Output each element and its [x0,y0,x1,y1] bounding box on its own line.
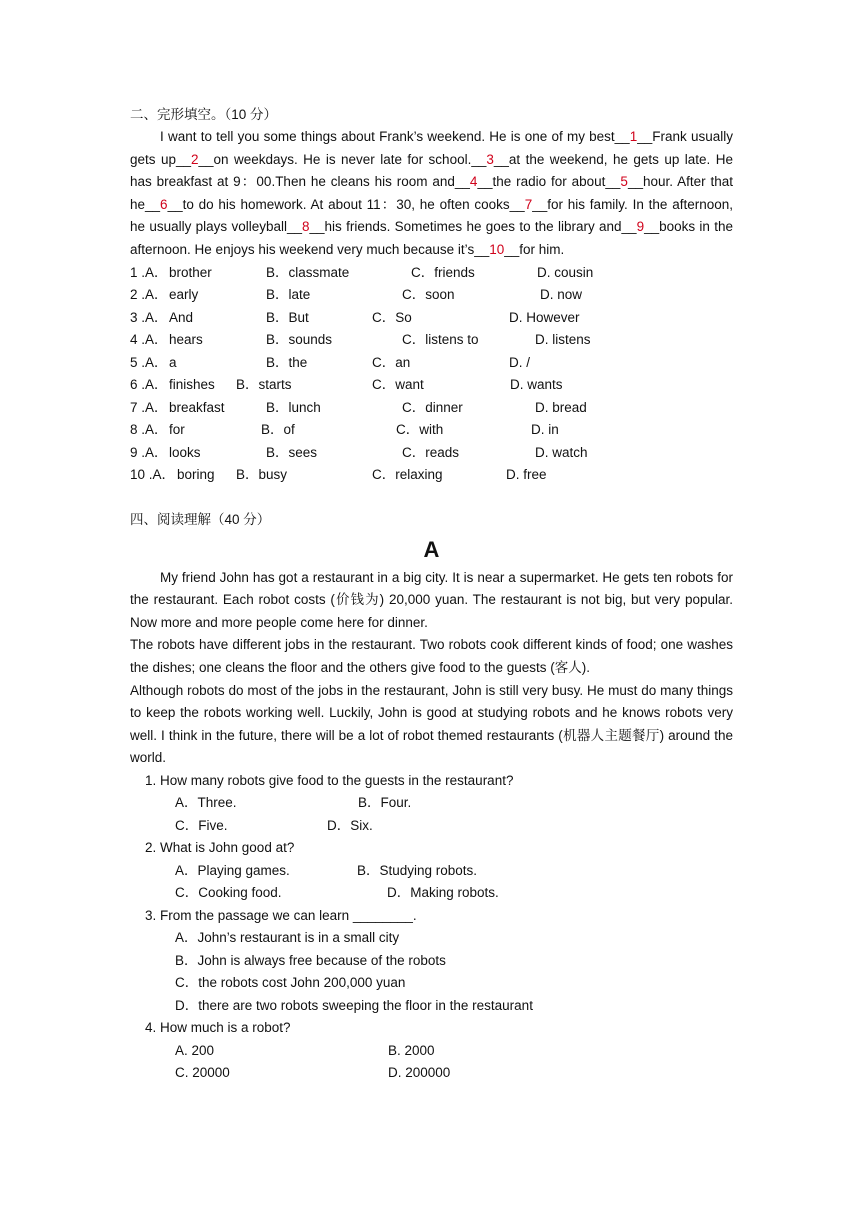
option-d[interactable]: D. wants [510,377,563,393]
answer-choice[interactable]: B．John is always free because of the robots [175,952,446,968]
answer-choice[interactable]: A．Three. [175,795,237,811]
option-c[interactable]: C．an [372,354,411,370]
option-c[interactable]: C．listens to [402,332,479,348]
option-d[interactable]: D. free [506,467,547,483]
option-number: 6 .A． [130,377,168,393]
option-number: 2 .A． [130,287,168,303]
option-number: 10 .A． [130,467,176,483]
passage-text: __to do his homework. At about 11：30, he often cooks__ [167,196,525,212]
option-d[interactable]: D. watch [535,444,588,460]
choice-row [145,995,733,1018]
option-a[interactable]: breakfast [169,399,225,415]
passage-text: __on weekdays. He is never late for school.__ [198,151,487,167]
answer-choice[interactable]: A. 200 [175,1042,215,1058]
blank-number: 9 [636,219,645,235]
choice-row [145,1062,733,1085]
passage-text: __for him. [504,241,565,257]
option-b[interactable]: B．classmate [266,264,350,280]
option-c[interactable]: C．soon [402,287,455,303]
passage-text: __books in the afternoon. He enjoys his weekend very much because it’s__ [130,219,734,257]
answer-choice[interactable]: C．Five. [175,817,228,833]
choice-row [145,860,733,883]
option-row [130,442,733,465]
answer-choice[interactable]: D．Six. [327,817,373,833]
answer-choice[interactable]: B．Four. [358,795,412,811]
blank-number: 4 [469,174,478,190]
option-number: 3 .A． [130,309,168,325]
answer-choice[interactable]: D．Making robots. [387,885,499,901]
choice-row [145,1040,733,1063]
option-b[interactable]: B．But [266,309,309,325]
blank-number: 6 [160,196,168,212]
passage-text: __Frank usually gets up__ [130,129,733,167]
blank-number: 8 [302,219,310,235]
option-d[interactable]: D. now [540,287,583,303]
answer-choice[interactable]: A．Playing games. [175,862,290,878]
passage-text: __hour. After that he__ [130,174,734,212]
option-number: 9 .A． [130,444,168,460]
option-number: 8 .A． [130,422,168,438]
blank-number: 2 [190,151,199,167]
question [145,905,733,928]
question [145,837,733,860]
option-row [130,352,733,375]
answer-choice[interactable]: D．there are two robots sweeping the floor in the restaurant [175,997,533,1013]
option-a[interactable]: hears [169,332,203,348]
blank-number: 7 [524,196,533,212]
option-row [130,262,733,285]
option-c[interactable]: C．reads [402,444,460,460]
option-b[interactable]: B．sees [266,444,318,460]
option-c[interactable]: C．dinner [402,399,463,415]
passage-text: __for his family. In the afternoon, he usually plays volleyball__ [130,196,733,235]
option-c[interactable]: C．friends [411,264,475,280]
worksheet-page [130,104,733,1085]
option-row [130,397,733,420]
answer-choice[interactable]: D. 200000 [388,1065,451,1081]
answer-choice[interactable]: B．Studying robots. [357,862,478,878]
option-b[interactable]: B．busy [236,467,288,483]
option-a[interactable]: early [169,287,199,303]
blank-number: 5 [620,174,628,190]
passage-text: __his friends. Sometimes he goes to the library and__ [309,219,637,235]
question-list [130,770,733,1085]
choice-row [145,972,733,995]
choice-row [145,792,733,815]
passage-paragraph-2: The robots have different jobs in the restaurant. Two robots cook different kinds of food; one washes the dishes; one cleans the floor and the others give food to the guests (客人). [130,637,733,675]
passage-title: A [423,536,440,562]
option-number: 5 .A． [130,354,168,370]
option-d[interactable]: D. cousin [537,264,594,280]
cloze-passage [130,126,733,262]
reading-heading: 四、阅读理解（40 分） [130,511,271,527]
option-a[interactable]: And [169,309,194,325]
option-number: 1 .A． [130,264,168,280]
option-row [130,329,733,352]
passage-paragraph-3: Although robots do most of the jobs in the restaurant, John is still very busy. He must do many things to keep the robots working well. Luckily, John is good at studying robots and he knows robots very well. I think in the future, there will be a lot of robot themed restaurants (机器人主题餐厅) around the world. [130,682,733,766]
blank-number: 1 [629,129,638,144]
option-c[interactable]: C．want [372,377,424,393]
answer-choice[interactable]: C．Cooking food. [175,885,282,901]
option-a[interactable]: for [169,422,185,438]
option-b[interactable]: B．late [266,287,311,303]
option-d[interactable]: D. However [509,309,580,325]
answer-choice[interactable]: B. 2000 [388,1042,435,1058]
question-stem: 1. How many robots give food to the guests in the restaurant? [145,772,514,788]
cloze-heading: 二、完形填空。（10 分） [130,107,278,122]
option-b[interactable]: B．starts [236,377,292,393]
option-c[interactable]: C．So [372,309,412,325]
option-a[interactable]: finishes [169,377,215,393]
option-a[interactable]: a [169,354,177,370]
option-d[interactable]: D. in [531,422,559,438]
option-b[interactable]: B．the [266,354,308,370]
option-number: 4 .A． [130,332,168,348]
option-row [130,419,733,442]
option-row [130,374,733,397]
option-b[interactable]: B．lunch [266,399,321,415]
answer-choice[interactable]: C．the robots cost John 200,000 yuan [175,975,406,991]
option-row [130,464,733,487]
question-stem: 3. From the passage we can learn ________. [145,907,417,923]
question-stem: 4. How much is a robot? [145,1020,291,1036]
option-c[interactable]: C．with [396,422,444,438]
blank-number: 10 [489,241,505,257]
choice-row [145,927,733,950]
option-row [130,307,733,330]
option-a[interactable]: boring [177,467,215,483]
passage-text: __at the weekend, he gets up late. He has breakfast at 9：00.Then he cleans his room and__ [130,151,733,190]
choice-row [145,950,733,973]
choice-row [145,815,733,838]
option-c[interactable]: C．relaxing [372,467,443,483]
question [145,1017,733,1040]
passage-paragraph-1: My friend John has got a restaurant in a big city. It is near a supermarket. He gets ten robots for the restaurant. Each robot costs (价钱为) 20,000 yuan. The restaurant is not big, but very popular. Now more and more people come here for dinner. [130,569,733,630]
option-d[interactable]: D. bread [535,399,587,415]
option-b[interactable]: B．sounds [266,332,333,348]
passage-text: __the radio for about__ [477,174,621,190]
cloze-options [130,262,733,487]
answer-choice[interactable]: C. 20000 [175,1065,230,1081]
passage-text: I want to tell you some things about Frank’s weekend. He is one of my best__ [160,129,630,144]
question [145,770,733,793]
option-a[interactable]: brother [169,264,212,280]
option-row [130,284,733,307]
option-number: 7 .A． [130,399,168,415]
answer-choice[interactable]: A．John’s restaurant is in a small city [175,930,400,946]
option-b[interactable]: B．of [261,422,295,438]
blank-number: 3 [486,151,494,167]
question-stem: 2. What is John good at? [145,840,295,856]
option-d[interactable]: D. / [509,354,531,370]
option-a[interactable]: looks [169,444,201,460]
choice-row [145,882,733,905]
option-d[interactable]: D. listens [535,332,591,348]
